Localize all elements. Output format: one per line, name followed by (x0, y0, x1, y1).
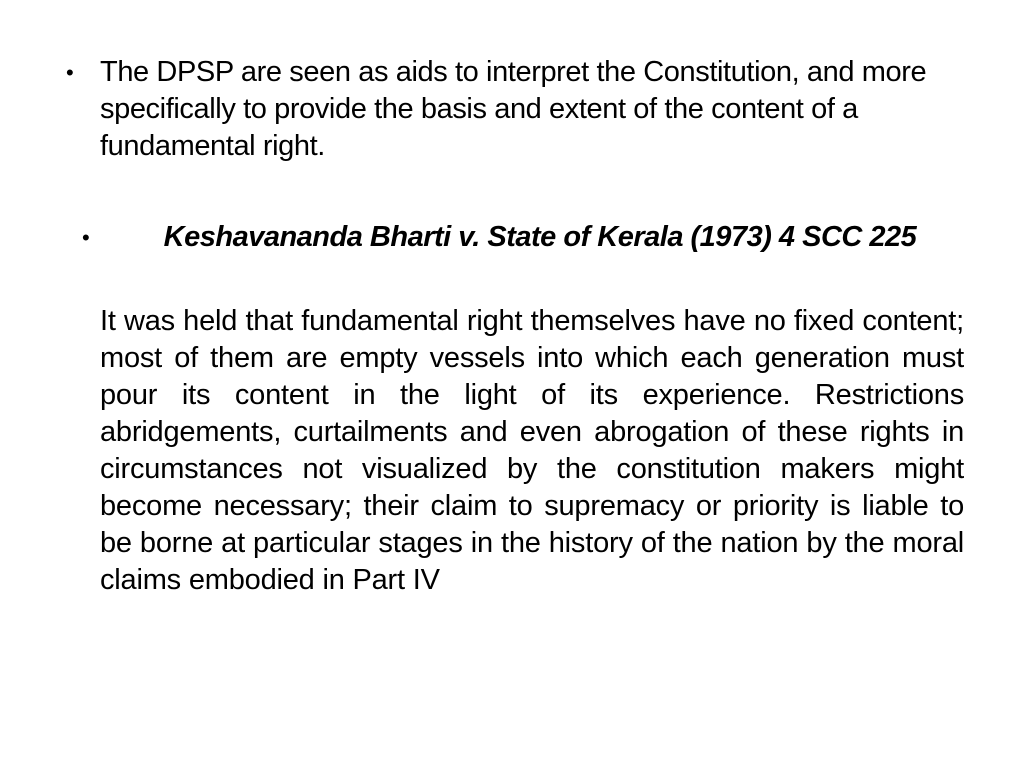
case-holding-paragraph: It was held that fundamental right themselves have no fixed content; most of them are empty vessels into which each generation must pour its content in the light of its experience. Restrictions abridgements, curtailments and even abrogation of these rights in circumstances not visualized by the constitution makers might become necessary; their claim to supremacy or priority is liable to be borne at particular stages in the history of the nation by the moral claims embodied in Part IV (100, 305, 964, 596)
bullet-icon: • (66, 60, 74, 85)
bullet-item-case (82, 219, 962, 256)
bullet-item-dpsp (66, 54, 966, 165)
bullet-icon: • (82, 225, 90, 250)
bullet-text-dpsp: The DPSP are seen as aids to interpret the Constitution, and more specifically to provide the basis and extent of the content of a fundamental right. (100, 56, 927, 162)
case-citation: Keshavananda Bharti v. State of Kerala (1973) 4 SCC 225 (163, 221, 917, 253)
